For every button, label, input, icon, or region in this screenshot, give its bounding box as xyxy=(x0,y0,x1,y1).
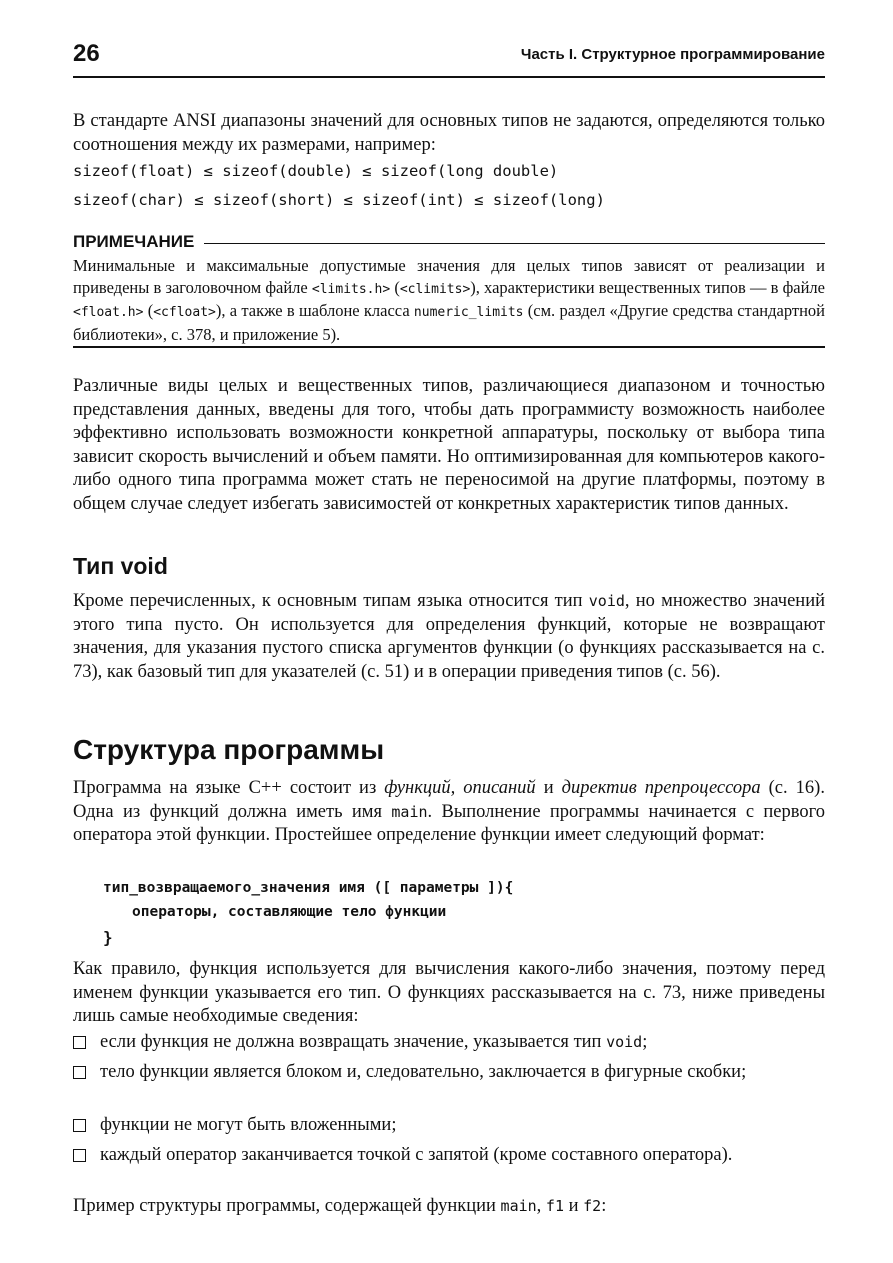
structure-paragraph: Программа на языке C++ состоит из функций, описаний и директив препроцессора (с. 16). Одна из функций должна иметь имя main. Выполнение программы начинается с первого оператора этой функции. Простейшее определение функции имеет следующий формат: xyxy=(73,778,826,845)
running-title: Часть I. Структурное программирование xyxy=(520,46,825,63)
page-number: 26 xyxy=(73,40,100,67)
code-sizeof-char: sizeof(char) ≤ sizeof(short) ≤ sizeof(int) ≤ sizeof(long) xyxy=(73,191,605,209)
structure-heading: Структура программы xyxy=(73,734,385,765)
function-paragraph: Как правило, функция используется для вычисления какого-либо значения, поэтому перед именем функции указывается его тип. О функциях рассказывается на с. 73, ниже приведены лишь самые необходимые сведения: xyxy=(73,959,825,1026)
checkbox-bullet-icon xyxy=(73,1119,86,1132)
page-header xyxy=(73,40,825,78)
code-function-signature: тип_возвращаемого_значения имя ([ параметры ]){ xyxy=(103,880,514,896)
example-paragraph: Пример структуры программы, содержащей функции main, f1 и f2: xyxy=(73,1196,607,1216)
checkbox-bullet-icon xyxy=(73,1036,86,1049)
note-bottom-rule xyxy=(73,346,825,348)
void-heading: Тип void xyxy=(73,553,168,579)
code-function-body: операторы, составляющие тело функции xyxy=(132,904,447,920)
note-header xyxy=(73,232,825,254)
book-page: 26 Часть I. Структурное программирование В стандарте ANSI диапазоны значений для основных типов не задаются, определяются только соотношения между их размерами, например: sizeof(float) ≤ sizeof(double) ≤ sizeof(long double) sizeof(char) ≤ sizeof(short) ≤ sizeof(int) ≤ sizeof(long) ПРИМЕЧАНИЕ Минимальные и максимальные допустимые значения для целых типов зависят от реализации и приведены в заголовочном файле <limits.h> (<climits>), характеристики вещественных типов — в файле <float.h> (<cfloat>), а также в шаблоне класса numeric_limits (см. раздел «Другие средства стандартной библиотеки», с. 378, и приложение 5). Различные виды целых и вещественных типов, различающиеся диапазоном и точностью представления данных, введены для того, чтобы дать программисту возможность наиболее эффективно использовать возможности конкретной аппаратуры, поскольку от выбора типа зависит скорость вычислений и объем памяти. Но оптимизированная для компьютеров какого-либо одного типа программа может стать не переносимой на другие платформы, поэтому в общем случае следует избегать зависимостей от конкретных характеристик типов данных. Тип void Кроме перечисленных, к основным типам языка относится тип void, но множество значений этого типа пусто. Он используется для определения функций, которые не возвращают значения, для указания пустого списка аргументов функции (о функциях рассказывается на с. 73), как базовый тип для указателей (с. 51) и в операции приведения типов (с. 56). Структура программы Программа на языке C++ состоит из функций, описаний и директив препроцессора (с. 16). Одна из функций должна иметь имя main. Выполнение программы начинается с первого оператора этой функции. Простейшее определение функции имеет следующий формат: тип_возвращаемого_значения имя ([ параметры ]){ операторы, составляющие тело функции } Как правило, функция используется для вычисления какого-либо значения, поэтому перед именем функции указывается его тип. О функциях рассказывается на с. 73, ниже приведены лишь самые необходимые сведения: если функция не должна возвращать значение, указывается тип void; тело функции является блоком и, следовательно, заключается в фигурные скобки; функции не могут быть вложенными; каждый оператор заканчивается точкой с запятой (кроме составного оператора). Пример структуры программы, содержащей функции main, f1 и f2: xyxy=(0,0,893,1263)
intro-paragraph: В стандарте ANSI диапазоны значений для основных типов не задаются, определяются только соотношения между их размерами, например: xyxy=(73,111,825,155)
note-label: ПРИМЕЧАНИЕ xyxy=(73,232,204,252)
note-text: Минимальные и максимальные допустимые значения для целых типов зависят от реализации и приведены в заголовочном файле <limits.h> (<climits>), характеристики вещественных типов — в файле <float.h> (<cfloat>), а также в шаблоне класса numeric_limits (см. раздел «Другие средства стандартной библиотеки», с. 378, и приложение 5). xyxy=(73,256,825,344)
code-sizeof-float: sizeof(float) ≤ sizeof(double) ≤ sizeof(long double) xyxy=(73,162,559,180)
checkbox-bullet-icon xyxy=(73,1066,86,1079)
checkbox-bullet-icon xyxy=(73,1149,86,1162)
types-paragraph: Различные виды целых и вещественных типов, различающиеся диапазоном и точностью представления данных, введены для того, чтобы дать программисту возможность наиболее эффективно использовать возможности конкретной аппаратуры, поскольку от выбора типа зависит скорость вычислений и объем памяти. Но оптимизированная для компьютеров какого-либо одного типа программа может стать не переносимой на другие платформы, поэтому в общем случае следует избегать зависимостей от конкретных характеристик типов данных. xyxy=(73,376,825,514)
void-paragraph: Кроме перечисленных, к основным типам языка относится тип void, но множество значений этого типа пусто. Он используется для определения функций, которые не возвращают значения, для указания пустого списка аргументов функции (о функциях рассказывается на с. 73), как базовый тип для указателей (с. 51) и в операции приведения типов (с. 56). xyxy=(73,591,825,682)
code-closing-brace: } xyxy=(103,928,113,947)
